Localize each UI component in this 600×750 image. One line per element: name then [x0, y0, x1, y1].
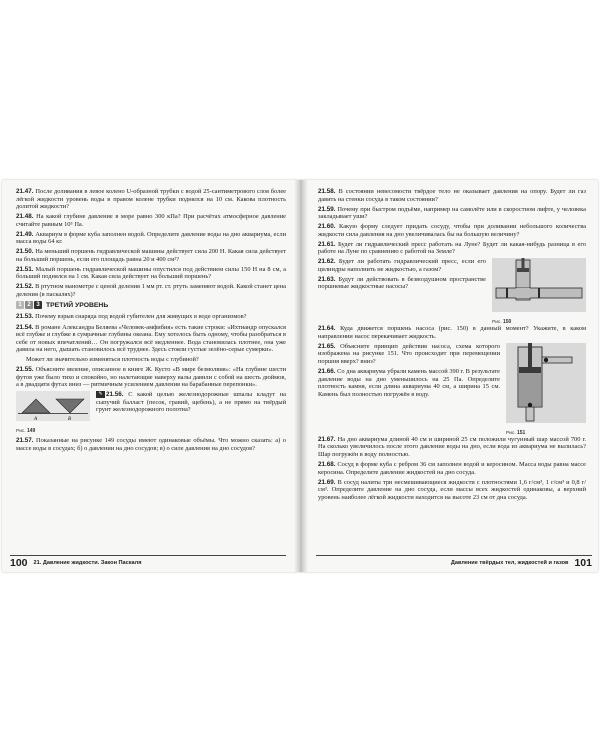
problem-number: 21.58.: [318, 188, 336, 195]
problem-21-64: [318, 325, 586, 340]
problem-text: После доливания в левое колено U-образной трубки с водой 25-сантиметрового слоя более лёгкой жидкости уровень воды в правом колене трубки поднялся на 10 см. Какова плотность долитой жидкости?: [16, 188, 286, 210]
problem-number: 21.59.: [318, 205, 336, 213]
vessel-a-label: A: [34, 417, 38, 422]
problem-number: 21.54.: [16, 323, 34, 331]
pump-piston: [519, 367, 541, 373]
inlet-valve: [528, 403, 532, 407]
caption-prefix: Рис.: [492, 320, 502, 326]
problem-number: 21.51.: [16, 265, 34, 273]
problem-21-48: [16, 213, 286, 228]
problem-text: На дно аквариума длиной 40 см и шириной 25 см положили чугунный шар массой 700 г. На сколько увеличилось после этого давление воды на дно, если вода из аквариума не вылилась? Шар погружён в воду полностью.: [318, 435, 586, 458]
problems-62-64: [318, 258, 486, 293]
vessel-b-label: B: [68, 417, 72, 422]
pump-rod: [522, 258, 525, 268]
problem-21-58: [318, 188, 586, 203]
problem-21-49: [16, 231, 286, 246]
problem-21-54: [16, 324, 286, 354]
problem-text: В ртутном манометре с ценой деления 1 мм рт. ст. ртуть заменяют водой. Какой станет цена деления (в паскалях)?: [16, 283, 286, 298]
problem-21-52: [16, 283, 286, 298]
pump-rod: [528, 343, 532, 367]
problem-number: 21.56.: [106, 391, 124, 399]
caption-number: 150: [502, 319, 512, 326]
pump-liquid: [519, 373, 541, 406]
pencil-icon: ✎: [96, 391, 105, 398]
pump-figure-151: [506, 343, 586, 423]
problem-number: 21.63.: [318, 275, 336, 283]
problem-number: 21.69.: [318, 478, 336, 486]
problem-text: В сосуд налиты три несмешивающиеся жидкости с плотностями 1,6 г/см³, 1 г/см³ и 0,8 г/см³. Определите давление на дно сосуда, если массы всех жидкостей одинаковы, а верхний уровень наиболее лёгкой жидкости находится на высоте 23 см от дна сосуда.: [318, 478, 586, 501]
figure-149: [16, 391, 90, 434]
level-badges: [16, 301, 42, 309]
problem-21-65: [318, 343, 500, 366]
level-badge-1: 1: [16, 301, 24, 309]
problem-number: 21.60.: [318, 223, 336, 231]
problem-text: На меньший поршень гидравлической машины действует сила 200 Н. Какая сила действует на больший поршень, если его площадь равна 20 и 400 см²?: [16, 248, 286, 263]
problem-number: 21.47.: [16, 188, 34, 195]
caption-number: 149: [26, 428, 36, 435]
problem-number: 21.53.: [16, 313, 34, 321]
problem-21-50: [16, 248, 286, 263]
pump-figure-150: [492, 258, 586, 312]
problem-number: 21.49.: [16, 230, 34, 238]
problem-number: 21.68.: [318, 461, 336, 469]
right-page: [304, 180, 598, 572]
page-number: 100: [10, 557, 28, 569]
problem-text: Будет ли гидравлический пресс работать на Луне? Будет ли какая-нибудь разница в его работе на Луне по сравнению с работой на Земле?: [318, 240, 586, 256]
problem-text: Какую форму следует придать сосуду, чтобы при доливании небольшого количества жидкости сила давления на дно увеличивалась бы на большую величину?: [318, 223, 586, 238]
running-head: 21. Давление жидкости. Закон Паскаля: [33, 560, 142, 566]
figure-150-block: [318, 258, 586, 325]
problem-number: 21.65.: [318, 342, 336, 350]
problem-21-57: [16, 437, 286, 452]
vessels-figure-149: [16, 391, 90, 421]
problem-text: Куда движется поршень насоса (рис. 150) в данный момент? Укажите, в каком направлении насос перекачивает жидкость.: [318, 325, 586, 340]
problem-text: Будут ли действовать в безвоздушном пространстве поршневые жидкостные насосы?: [318, 275, 486, 291]
valve-1: [538, 288, 540, 298]
caption-number: 151: [516, 429, 526, 436]
problem-21-60: [318, 223, 586, 238]
problem-21-69: [318, 479, 586, 502]
problem-21-67: [318, 436, 586, 459]
problem-21-62: [318, 258, 486, 273]
problem-text: Малый поршень гидравлической машины опустился под действием силы 150 Н на 8 см, а больший поднялся на 1 см. Какая сила действует на больший поршень?: [16, 265, 286, 281]
problem-number: 21.50.: [16, 248, 34, 256]
problem-text: Будет ли работать гидравлический пресс, если его цилиндры наполнить не жидкостью, а газом?: [318, 258, 486, 273]
left-page: [2, 180, 298, 572]
problem-text: Со дна аквариума убрали камень массой 390 г. В результате давление воды на дно уменьшилось на 25 Па. Определите плотность камня, если длина аквариума 40 см, а ширина 15 см. Камень был полностью погружён в воду.: [318, 368, 500, 398]
problem-text: Почему взрыв снаряда под водой губителен для живущих в воде организмов?: [35, 313, 247, 321]
left-footer: [10, 556, 141, 570]
problem-text: Показанные на рисунке 149 сосуды имеют одинаковые объёмы. Что можно сказать: а) о массе воды в сосудах; б) о давлении на дно сосудов; в) о силе давления на дно сосудов?: [16, 437, 286, 452]
problem-21-53: [16, 313, 286, 321]
pump-piston: [517, 268, 529, 272]
page-number: 101: [574, 557, 592, 569]
right-footer: [451, 556, 592, 570]
problem-number: 21.55.: [16, 366, 34, 374]
problem-21-51: [16, 266, 286, 281]
running-head: Давление твёрдых тел, жидкостей и газов: [450, 560, 569, 566]
figure-149-caption: [16, 428, 90, 434]
problem-text: С какой целью железнодорожные шпалы кладут на сыпучий балласт (песок, гравий, щебень), а не прямо на твёрдый грунт железнодорожного полотна?: [96, 391, 286, 414]
left-column: [16, 188, 286, 455]
problem-number: 21.64.: [318, 325, 336, 333]
caption-prefix: Рис.: [506, 430, 516, 436]
problem-21-54-question: Может ли значительно изменяться плотность воды с глубиной?: [26, 356, 199, 364]
problem-number: 21.62.: [318, 258, 336, 266]
problem-text: Сосуд в форме куба с ребром 36 см заполнен водой и керосином. Масса воды равна массе керосина. Определите давление жидкостей на дно сосуда.: [318, 461, 586, 476]
problem-21-56: [96, 391, 286, 414]
inlet-pipe: [526, 407, 534, 421]
problem-text: В состоянии невесомости твёрдое тело не оказывает давления на опору. Будет ли газ давить на стенки сосуда в таком состоянии?: [318, 188, 586, 203]
valve-2: [506, 288, 508, 298]
problem-number: 21.61.: [318, 240, 336, 248]
problem-number: 21.57.: [16, 437, 34, 445]
problem-21-68: [318, 461, 586, 476]
problem-21-55: [16, 366, 286, 389]
problem-number: 21.52.: [16, 283, 34, 291]
problem-text: В романе Александра Беляева «Человек-амфибия» есть такие строки: «Ихтиандр опускался всё глубже и глубже в сумрачные глубины океана. Ему хотелось быть одному, чтобы разобраться в себе от новых впечатлений… Он погружался всё медленнее. Вода становилась плотнее, она уже давила на него, дышать становилось всё труднее. Здесь стояли густые зелёно-серые сумерки».: [16, 323, 286, 354]
textbook-spread: [2, 180, 598, 572]
problem-text: Почему при быстром подъёме, например на самолёте или в скоростном лифте, у человека закладывает уши?: [318, 205, 586, 221]
figure-151: [506, 343, 586, 436]
problem-number: 21.66.: [318, 368, 336, 376]
caption-prefix: Рис.: [16, 429, 26, 435]
right-column: [318, 188, 586, 504]
level-badge-2: 2: [25, 301, 33, 309]
figure-149-block: [16, 391, 286, 434]
outlet-valve: [544, 358, 548, 362]
problems-65-66: [318, 343, 500, 401]
problem-text: На какой глубине давление в море равно 300 кПа? При расчётах атмосферное давление считайте равным 10⁵ Па.: [16, 213, 286, 228]
problem-text: Объясните явление, описанное в книге Ж. Кусто «В мире безмолвия»: «На глубине шести футов уже было тихо и спокойно, но налетающие наверху валы давили с собой на шесть дюймов, а в двадцати футах вниз — ритмичным усилением давления на барабанные перепонки».: [16, 366, 286, 389]
problem-text: Аквариум в форме куба заполнен водой. Определите давление воды на дно аквариума, если масса воды 64 кг.: [16, 230, 286, 246]
problem-number: 21.67.: [318, 435, 336, 443]
problem-text: Объясните принцип действия насоса, схема которого изображена на рисунке 151. Что происходит при перемещении поршня вверх? вниз?: [318, 342, 500, 365]
figure-150: [492, 258, 586, 325]
level-title: ТРЕТИЙ УРОВЕНЬ: [46, 301, 109, 309]
problem-21-66: [318, 368, 500, 398]
problem-21-59: [318, 206, 586, 221]
problem-21-63: [318, 276, 486, 291]
problem-21-61: [318, 241, 586, 256]
level-heading: [16, 301, 286, 309]
problem-21-47: [16, 188, 286, 211]
level-badge-3: 3: [34, 301, 42, 309]
figure-151-block: [318, 343, 586, 436]
problem-number: 21.48.: [16, 213, 34, 221]
